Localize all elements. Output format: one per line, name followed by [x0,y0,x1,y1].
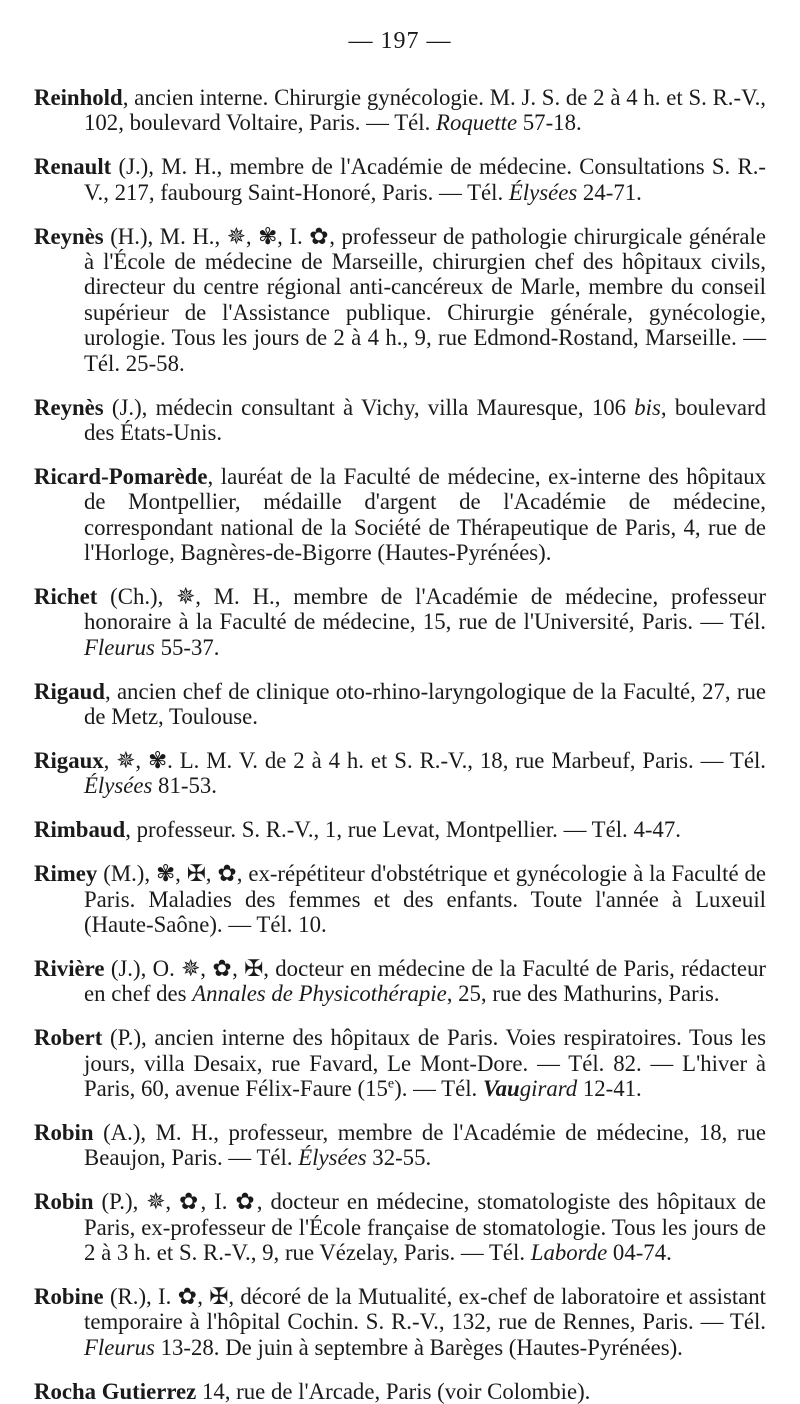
entry-name: Reinhold [34,85,123,110]
phone-exchange: Élysées [298,1145,367,1171]
entry-text-end: , 25, rue des Mathurins, Paris. [446,981,720,1007]
entry-name: Rivière [34,955,105,981]
phone-exchange: Fleurus [84,1334,155,1360]
entry-name: Reynès [34,394,104,420]
entry-rimey [34,861,766,937]
entry-text: , ancien chef de clinique oto-rhino-laryngologique de la Faculté, 27, rue de Metz, Toulouse. [84,678,766,730]
entry-robine [34,1284,766,1360]
phone-exchange: Fleurus [84,634,155,660]
entry-text: (R.), I. ✿, ✠, décoré de la Mutualité, ex-chef de laboratoire et assistant temporaire à l'hôpital Cochin. S. R.-V., 132, rue de Rennes, Paris. — Tél. [84,1284,766,1335]
entry-robert [34,1025,766,1101]
entry-name: Richet [34,584,98,609]
entry-rigaux [34,748,766,799]
entry-richet [34,584,766,660]
entry-text: , professeur. S. R.-V., 1, rue Levat, Montpellier. — Tél. 4-47. [125,817,681,843]
entry-name: Ricard-Pomarède [34,463,208,489]
entry-reinhold [34,85,766,136]
page-number: — 197 — [348,28,452,54]
phone-exchange: Laborde [530,1240,608,1266]
entry-name: Rimbaud [34,817,126,843]
phone-number: 04-74. [607,1240,672,1266]
entry-name: Rigaux [34,748,104,774]
entry-riviere [34,956,766,1007]
superscript: e [387,1076,395,1092]
entry-name: Renault [34,154,112,180]
phone-number: 81-53. [152,773,217,799]
phone-exchange: girard [519,1076,578,1102]
entry-text: (P.), ancien interne des hôpitaux de Paris. Voies respiratoires. Tous les jours, villa Desaix, rue Favard, Le Mont-Dore. — Tél. 82. — L'hiver à Paris, 60, avenue Félix-Faure (15 [84,1025,766,1102]
entry-text-end: 13-28. De juin à septembre à Barèges (Hautes-Pyrénées). [154,1334,683,1360]
phone-exchange: Élysées [84,773,153,799]
phone-exchange-bold: Vau [482,1076,520,1102]
entry-text: , lauréat de la Faculté de médecine, ex-interne des hôpitaux de Montpellier, médaille d'argent de l'Académie de médecine, correspondant national de la Société de Thérapeutique de Paris, 4, rue de l'Horloge, Bagnères-de-Bigorre (Hautes-Pyrénées). [84,463,766,566]
journal-title: Annales de Physicothérapie [192,981,447,1007]
phone-number: 57-18. [517,110,582,136]
entry-reynes-h [34,224,766,376]
entry-text: (M.), ✾, ✠, ✿, ex-répétiteur d'obstétrique et gynécologie à la Faculté de Paris. Maladies des femmes et des enfants. Toute l'année à Luxeuil (Haute-Saône). — Tél. 10. [84,861,766,938]
phone-number: 32-55. [366,1145,432,1171]
entry-renault [34,154,766,205]
phone-number: 55-37. [154,634,220,660]
entry-name: Rimey [34,861,98,887]
entry-name: Robin [34,1120,94,1145]
bis-marker: bis [634,394,661,420]
phone-number: 12-41. [577,1076,642,1102]
entry-robin-p [34,1189,766,1265]
entry-text: (J.), O. ✵, ✿, ✠, docteur en médecine de la Faculté de Paris, rédacteur en chef des [84,955,766,1007]
phone-number: 24-71. [577,179,642,205]
entry-text: (J.), M. H., membre de l'Académie de médecine. Consultations S. R.-V., 217, faubourg Saint-Honoré, Paris. — Tél. [84,154,766,205]
entry-text: (Ch.), ✵, M. H., membre de l'Académie de médecine, professeur honoraire à la Faculté de médecine, 15, rue de l'Université, Paris. — Tél. [84,584,766,635]
entry-name: Robert [34,1025,103,1051]
phone-exchange: Roquette [436,110,518,136]
entry-ricard-pomarede [34,464,766,566]
entry-text-mid: ). — Tél. [394,1076,483,1102]
entry-text: , ✵, ✾. L. M. V. de 2 à 4 h. et S. R.-V., 18, rue Marbeuf, Paris. — Tél. [103,748,766,774]
entry-reynes-j [34,395,766,446]
entry-text: 14, rue de l'Arcade, Paris (voir Colombie). [196,1378,591,1404]
entry-robin-a [34,1120,766,1171]
entry-name: Rigaud [34,678,105,704]
entry-text: (A.), M. H., professeur, membre de l'Académie de médecine, 18, rue Beaujon, Paris. — Tél. [84,1120,766,1171]
entry-text: (J.), médecin consultant à Vichy, villa Mauresque, 106 [103,394,635,420]
entry-name: Robin [34,1189,94,1215]
entry-text-end: , boulevard des États-Unis. [84,394,766,445]
entry-name: Rocha Gutierrez [34,1378,197,1404]
entry-rimbaud [34,817,766,842]
entry-text: , ancien interne. Chirurgie gynécologie. M. J. S. de 2 à 4 h. et S. R.-V., 102, boulevard Voltaire, Paris. — Tél. [84,85,766,136]
entry-name: Robine [34,1284,104,1310]
entry-rigaud [34,679,766,730]
phone-exchange: Élysées [508,179,578,205]
entry-rocha-gutierrez [34,1379,766,1404]
entry-name: Reynès [34,223,104,249]
entry-text: (P.), ✵, ✿, I. ✿, docteur en médecine, stomatologiste des hôpitaux de Paris, ex-professeur de l'École française de stomatologie. Tous les jours de 2 à 3 h. et S. R.-V., 9, rue Vézelay, Paris. — Tél. [84,1189,766,1266]
entry-text: (H.), M. H., ✵, ✾, I. ✿, professeur de pathologie chirurgicale générale à l'École de médecine de Marseille, chirurgien chef des hôpitaux civils, directeur du centre régional anti-cancéreux de Marle, membre du conseil supérieur de l'Assistance publique. Chirurgie générale, gynécologie, urologie. Tous les jours de 2 à 4 h., 9, rue Edmond-Rostand, Marseille. — Tél. 25-58. [84,223,766,376]
